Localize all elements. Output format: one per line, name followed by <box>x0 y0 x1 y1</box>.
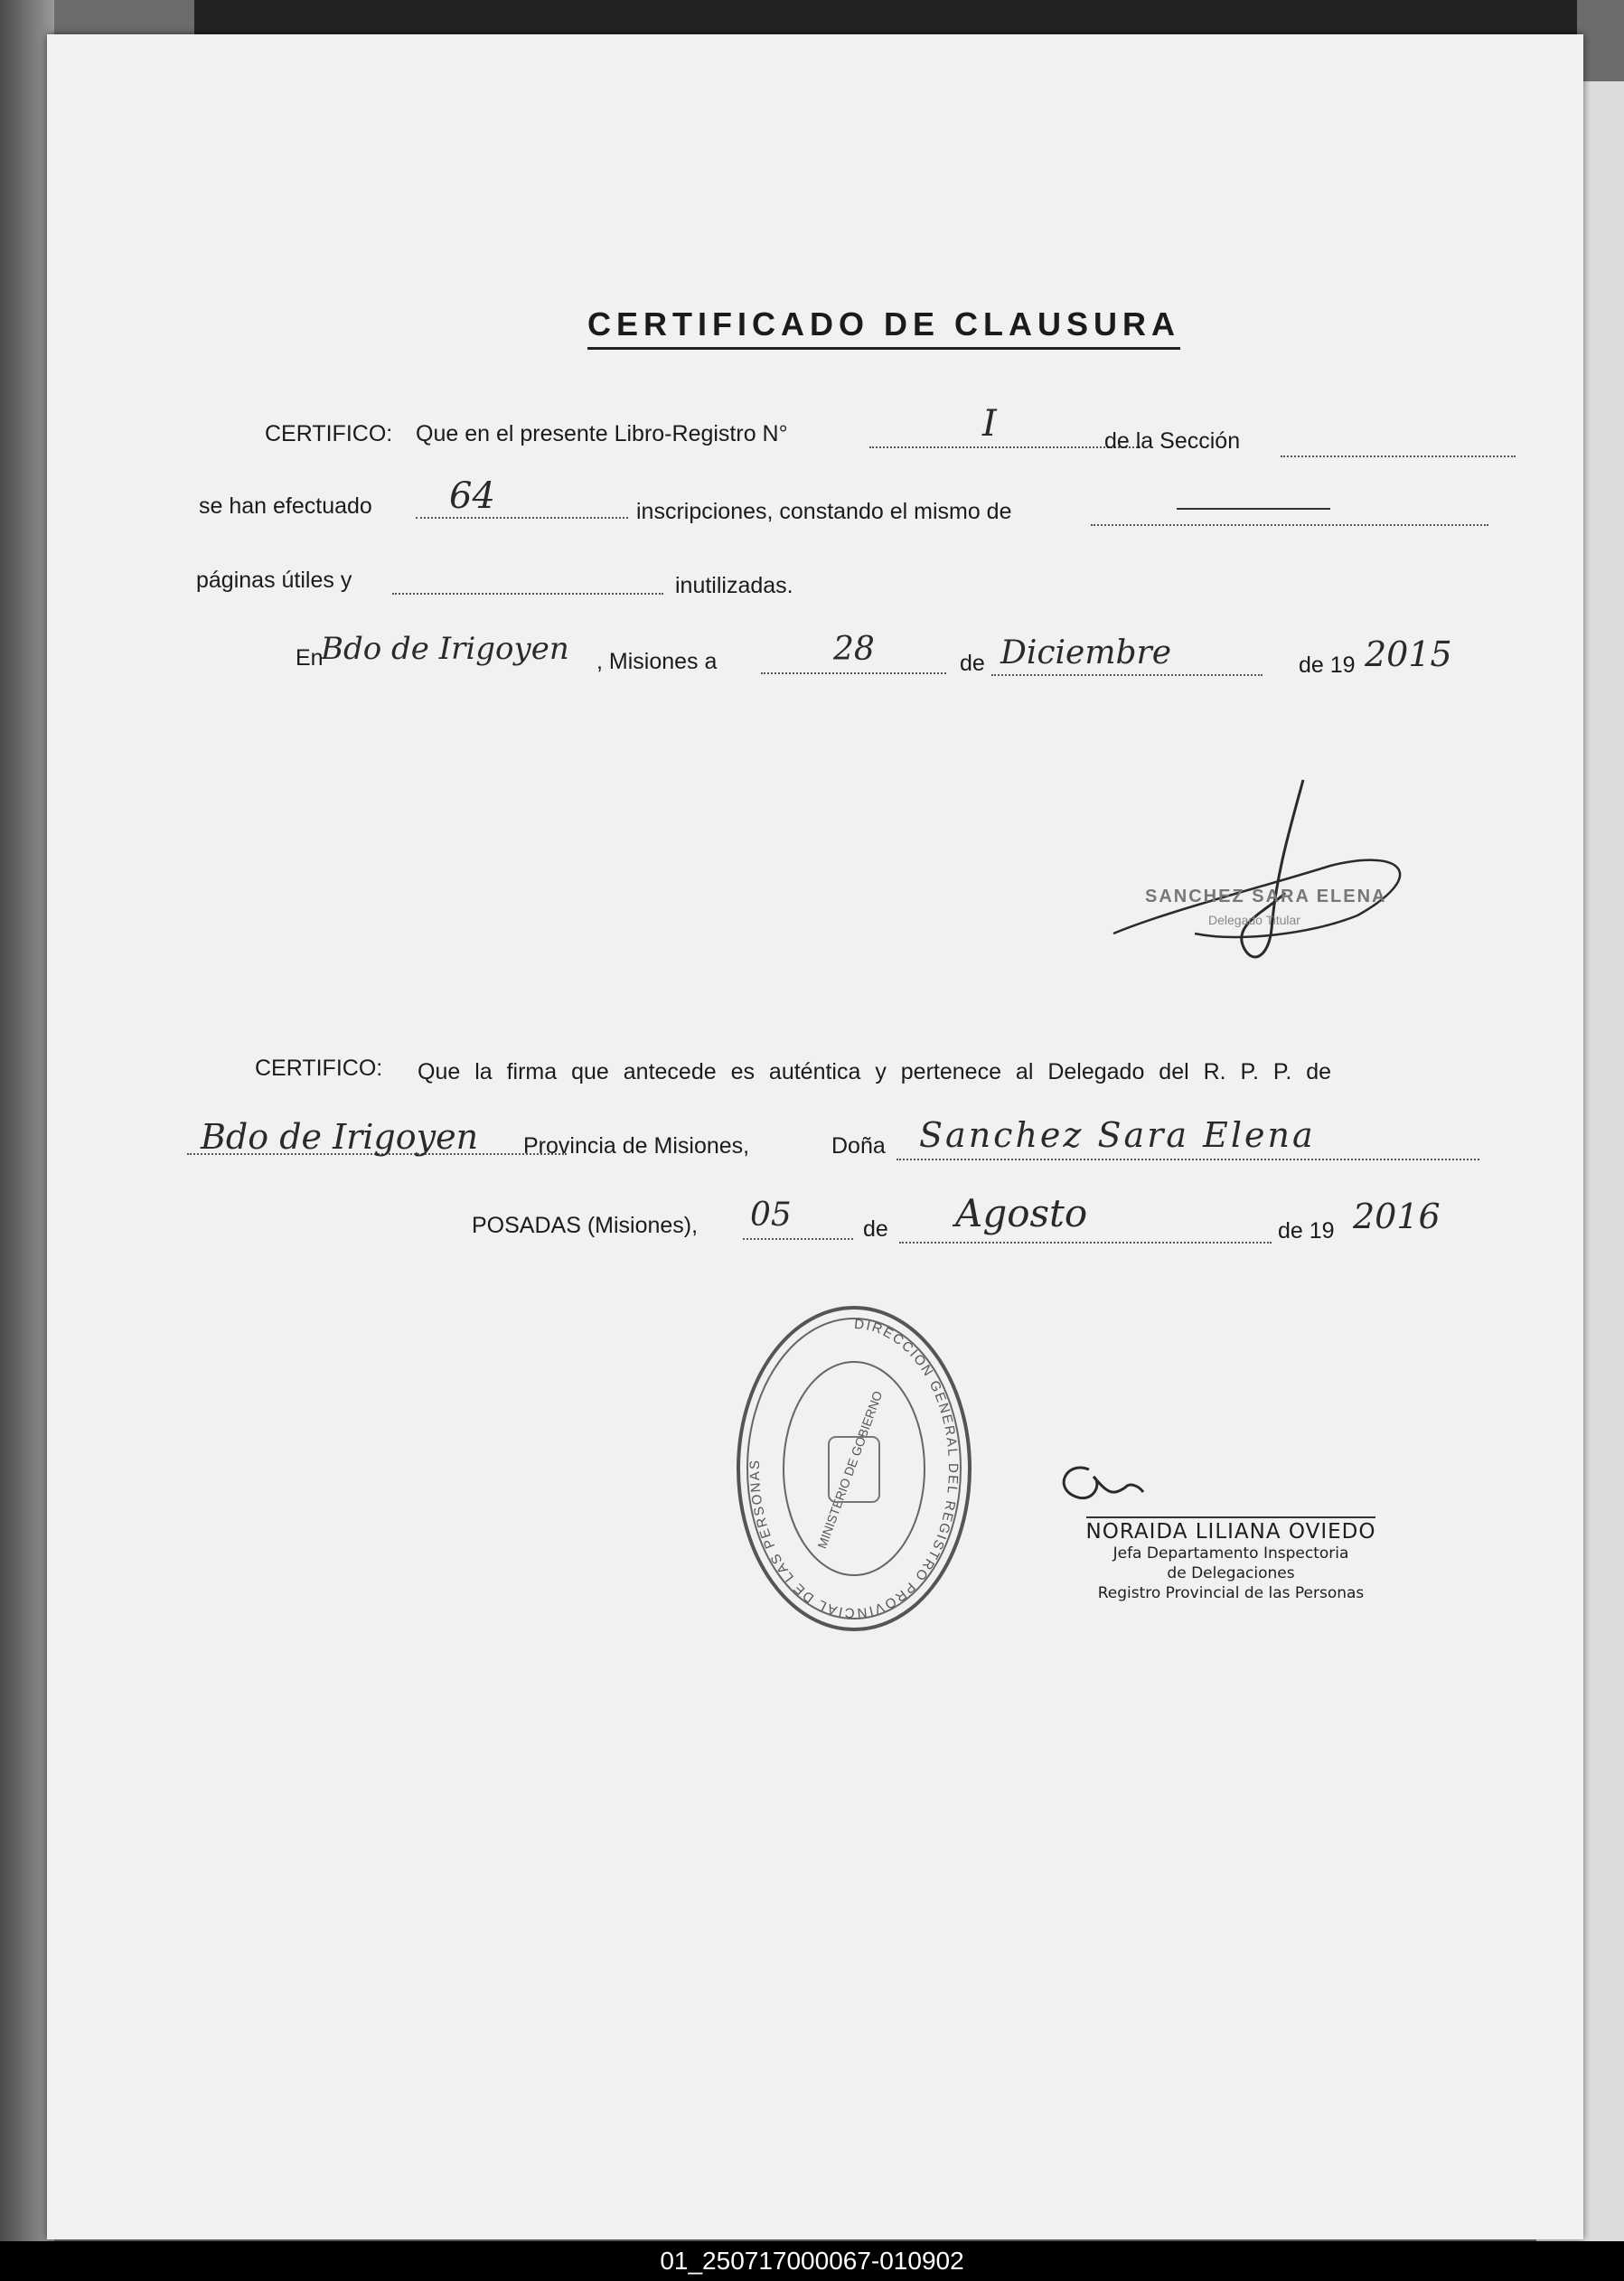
seal-outer-text: DIRECCION GENERAL DEL REGISTRO PROVINCIAL DE LAS PERSONAS <box>746 1316 961 1621</box>
delegate-stamp-name: SANCHEZ SARA ELENA <box>1145 887 1387 906</box>
dotted-line <box>743 1238 853 1240</box>
handwritten-year-1: 2015 <box>1365 634 1452 674</box>
dotted-line <box>896 1159 1479 1160</box>
dotted-line <box>991 674 1263 676</box>
para1-de-year: de 19 <box>1299 652 1356 678</box>
en-prefix: En <box>296 645 324 671</box>
para1-text-6: inutilizadas. <box>675 573 793 598</box>
para1-text-4: inscripciones, constando el mismo de <box>636 499 1012 524</box>
official-title-2: de Delegaciones <box>1167 1564 1295 1582</box>
handwritten-dash <box>1177 508 1330 510</box>
inscripciones-count: 64 <box>449 475 495 517</box>
handwritten-month-1: Diciembre <box>1000 634 1172 671</box>
city-label: POSADAS (Misiones), <box>472 1213 699 1238</box>
para2-de-1: de <box>863 1216 888 1242</box>
official-seal <box>732 1301 976 1636</box>
handwritten-year-2: 2016 <box>1353 1197 1441 1236</box>
para1-text-2: de la Sección <box>1104 428 1241 454</box>
handwritten-month-2: Agosto <box>955 1191 1088 1235</box>
footer-id: 01_250717000067-010902 <box>0 2241 1624 2281</box>
para1-text-5: páginas útiles y <box>196 568 352 593</box>
certifico-label-2: CERTIFICO: <box>255 1056 383 1081</box>
dotted-line <box>899 1242 1272 1244</box>
delegate-signature <box>1059 739 1457 983</box>
dotted-line <box>416 517 628 519</box>
handwritten-day-1: 28 <box>833 631 875 668</box>
handwritten-place-2: Bdo de Irigoyen <box>201 1117 479 1157</box>
background-strip <box>194 0 1577 36</box>
dotted-line <box>869 446 1141 448</box>
libro-number: I <box>982 403 997 445</box>
para1-text-1: Que en el presente Libro-Registro N° <box>416 421 788 446</box>
para2-text-2: Provincia de Misiones, <box>523 1133 750 1159</box>
official-name: NORAIDA LILIANA OVIEDO <box>1086 1516 1376 1544</box>
handwritten-name: Sanchez Sara Elena <box>919 1115 1316 1155</box>
dotted-line <box>392 593 663 595</box>
official-title-3: Registro Provincial de las Personas <box>1097 1584 1365 1602</box>
official-signature-block <box>1059 1516 1403 1603</box>
certifico-label-1: CERTIFICO: <box>265 421 393 446</box>
para1-text-3: se han efectuado <box>199 493 372 519</box>
document-title: CERTIFICADO DE CLAUSURA <box>587 305 1180 350</box>
dotted-line <box>1281 455 1516 457</box>
seal-inner-text: MINISTERIO DE GOBIERNO <box>814 1388 886 1551</box>
handwritten-place-1: Bdo de Irigoyen <box>321 631 569 667</box>
para1-text-7: , Misiones a <box>596 649 718 674</box>
para1-de-1: de <box>960 651 985 676</box>
official-signature <box>1039 1451 1157 1524</box>
official-title-1: Jefa Departamento Inspectoria <box>1112 1544 1349 1563</box>
document-page <box>47 34 1583 2239</box>
honorific: Doña <box>831 1133 886 1159</box>
para2-de-year: de 19 <box>1278 1218 1335 1244</box>
delegate-stamp-role: Delegado Titular <box>1208 913 1300 927</box>
dotted-line <box>761 672 946 674</box>
handwritten-day-2: 05 <box>750 1197 792 1234</box>
dotted-line <box>1091 524 1488 526</box>
para2-text-1: Que la firma que antecede es auténtica y pertenece al Delegado del R. P. P. de <box>418 1059 1332 1084</box>
background-edge <box>0 0 54 2241</box>
